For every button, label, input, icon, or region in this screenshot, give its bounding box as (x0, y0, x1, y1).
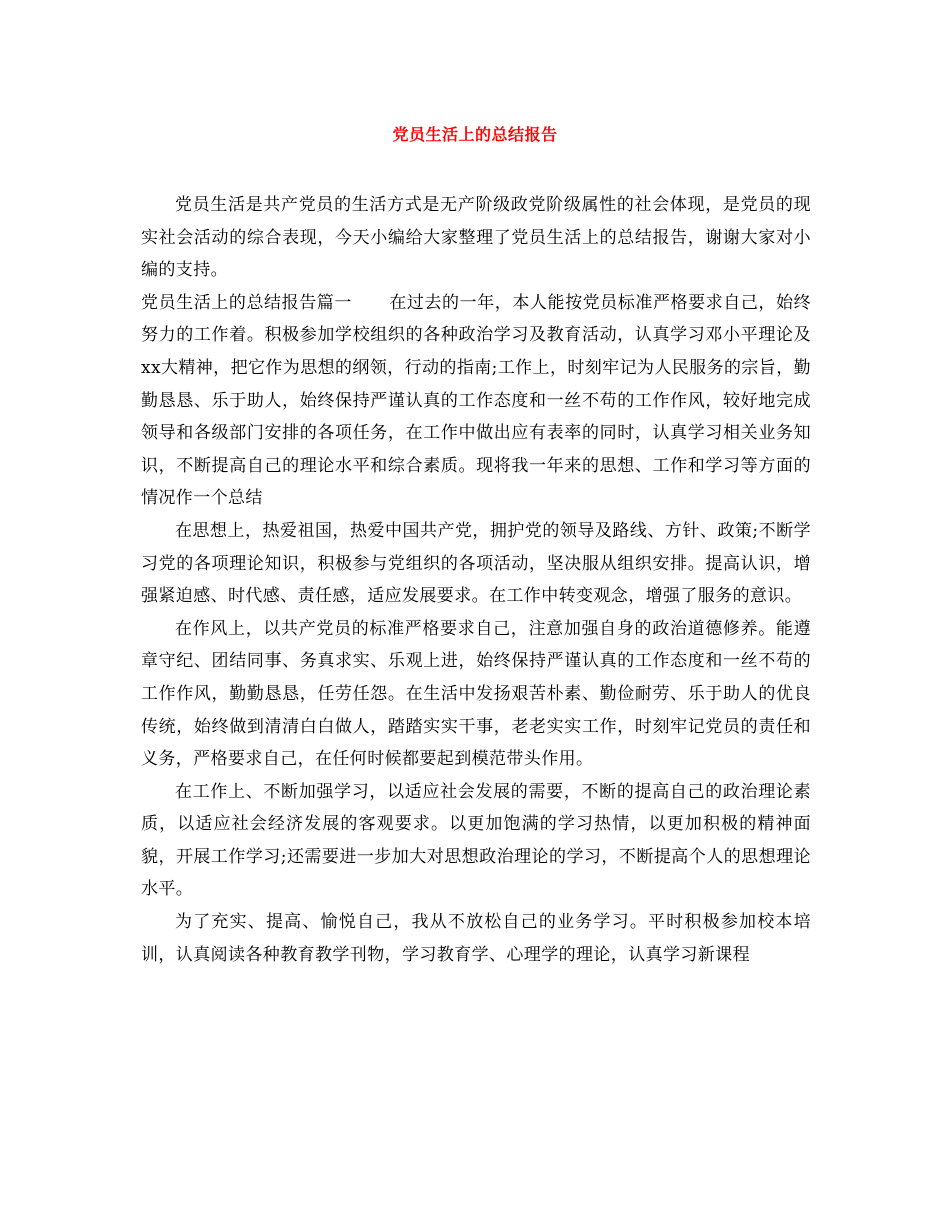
section-one-paragraph (141, 287, 811, 515)
intro-paragraph: 党员生活是共产党员的生活方式是无产阶级政党阶级属性的社会体现，是党员的现实社会活动的综合表现，今天小编给大家整理了党员生活上的总结报告，谢谢大家对小编的支持。 (141, 195, 811, 281)
body-paragraph-study: 为了充实、提高、愉悦自己，我从不放松自己的业务学习。平时积极参加校本培训，认真阅读各种教育教学刊物，学习教育学、心理学的理论，认真学习新课程 (141, 912, 811, 965)
body-paragraph-style: 在作风上，以共产党员的标准严格要求自己，注意加强自身的政治道德修养。能遵章守纪、团结同事、务真求实、乐观上进，始终保持严谨认真的工作态度和一丝不苟的工作作风，勤勤恳恳，任劳任怨。在生活中发扬艰苦朴素、勤俭耐劳、乐于助人的优良传统，始终做到清清白白做人，踏踏实实干事，老老实实工作，时刻牢记党员的责任和义务，严格要求自己，在任何时候都要起到模范带头作用。 (141, 618, 811, 770)
section-intro-text: 在过去的一年，本人能按党员标准严格要求自己，始终努力的工作着。积极参加学校组织的各种政治学习及教育活动，认真学习邓小平理论及xx大精神，把它作为思想的纲领，行动的指南;工作上，时刻牢记为人民服务的宗旨，勤勤恳恳、乐于助人，始终保持严谨认真的工作态度和一丝不苟的工作作风，较好地完成领导和各级部门安排的各项任务，在工作中做出应有表率的同时，认真学习相关业务知识，不断提高自己的理论水平和综合素质。现将我一年来的思想、工作和学习等方面的情况作一个总结 (141, 292, 811, 509)
body-paragraph-thought: 在思想上，热爱祖国，热爱中国共产党，拥护党的领导及路线、方针、政策;不断学习党的各项理论知识，积极参与党组织的各项活动，坚决服从组织安排。提高认识，增强紧迫感、时代感、责任感，适应发展要求。在工作中转变观念，增强了服务的意识。 (141, 520, 811, 607)
body-paragraph-work: 在工作上、不断加强学习，以适应社会发展的需要，不断的提高自己的政治理论素质，以适应社会经济发展的客观要求。以更加饱满的学习热情，以更加积极的精神面貌，开展工作学习;还需要进一步加大对思想政治理论的学习，不断提高个人的思想理论水平。 (141, 781, 811, 900)
document-title: 党员生活上的总结报告 (392, 125, 558, 144)
document-body (141, 189, 811, 971)
section-heading: 党员生活上的总结报告篇一 (141, 292, 352, 313)
